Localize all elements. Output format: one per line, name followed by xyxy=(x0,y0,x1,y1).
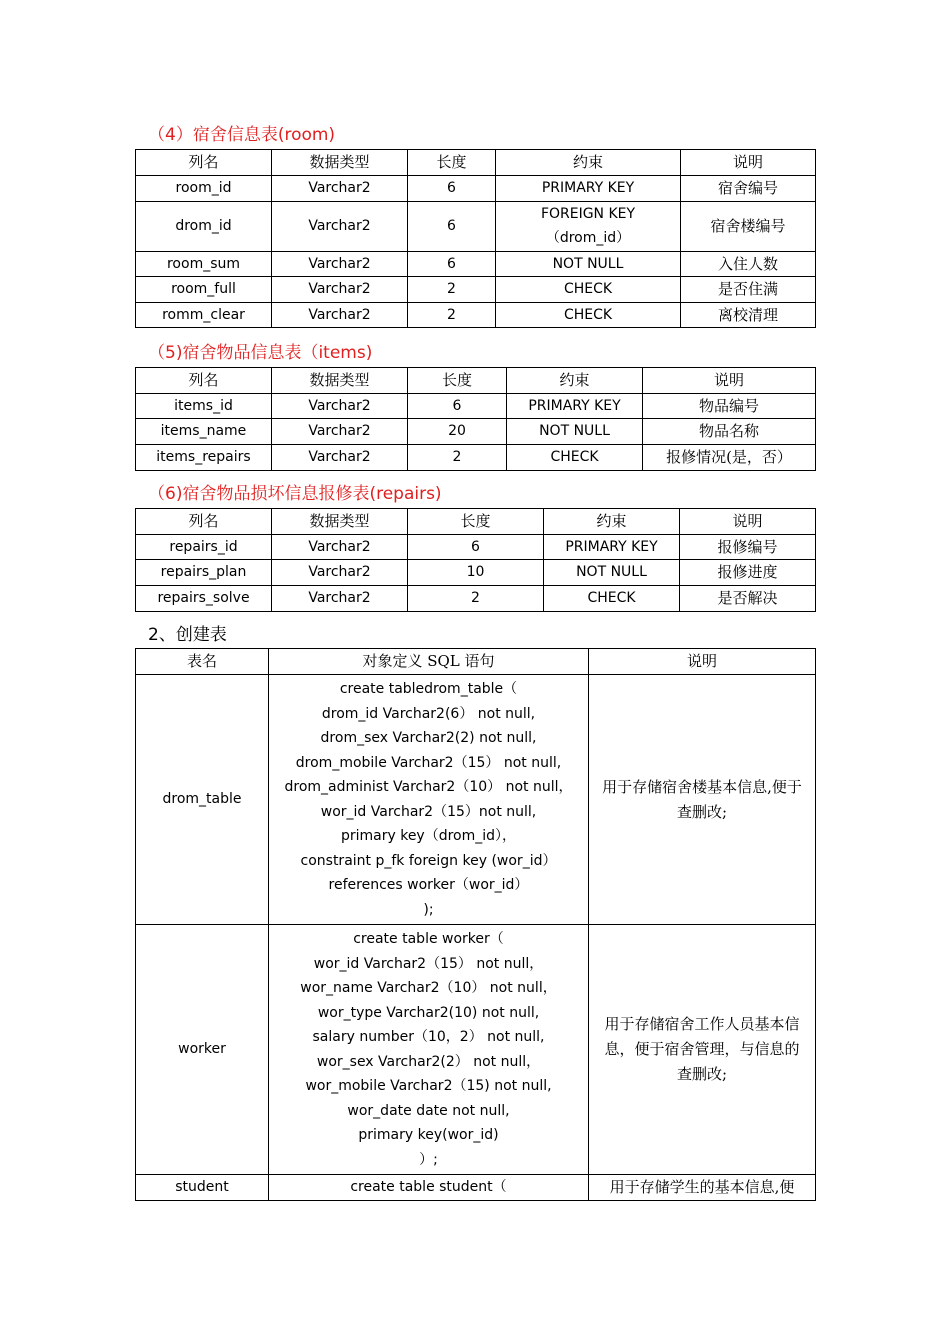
header-cell: 长度 xyxy=(408,150,496,176)
table-cell: 20 xyxy=(408,419,507,445)
table-cell: CHECK xyxy=(507,445,643,471)
table-header-row xyxy=(136,509,816,535)
table-cell: room_id xyxy=(136,175,272,201)
table-cell: 报修情况(是，否） xyxy=(643,445,816,471)
sql-line: wor_sex Varchar2(2） not null， xyxy=(316,1053,541,1070)
table-cell: Varchar2 xyxy=(272,277,408,303)
table-cell: 2 xyxy=(408,277,496,303)
room-table xyxy=(135,149,816,328)
sql-line: drom_mobile Varchar2（15） not null, xyxy=(295,754,562,771)
sql-line: salary number（10，2） not null, xyxy=(312,1029,545,1045)
table-cell: repairs_solve xyxy=(136,586,272,612)
table-row xyxy=(136,302,816,328)
table-cell: items_name xyxy=(136,419,272,445)
table-name-cell: worker xyxy=(136,925,269,1175)
sql-line: primary key(wor_id) xyxy=(358,1127,499,1143)
header-cell: 约束 xyxy=(544,509,680,535)
header-cell: 长度 xyxy=(408,509,544,535)
table-cell: repairs_id xyxy=(136,534,272,560)
sql-line: drom_id Varchar2(6） not null, xyxy=(321,705,536,722)
table-cell: PRIMARY KEY xyxy=(507,393,643,419)
table-cell: NOT NULL xyxy=(544,560,680,586)
table-cell: drom_id xyxy=(136,201,272,251)
table-cell: 物品编号 xyxy=(643,393,816,419)
table-cell: Varchar2 xyxy=(272,251,408,277)
table-cell: CHECK xyxy=(496,302,681,328)
table-row xyxy=(136,201,816,251)
table-cell: 报修进度 xyxy=(680,560,816,586)
sql-line: wor_date date not null, xyxy=(347,1102,510,1119)
sql-line: primary key（drom_id）， xyxy=(340,828,517,844)
table-row xyxy=(136,586,816,612)
table-cell: romm_clear xyxy=(136,302,272,328)
header-cell: 列名 xyxy=(136,150,272,176)
description-cell: 用于存储学生的基本信息,便 xyxy=(589,1175,816,1201)
sql-line: create table student（ xyxy=(350,1179,507,1196)
sql-line: drom_sex Varchar2(2) not null, xyxy=(320,730,537,746)
table-cell: Varchar2 xyxy=(272,175,408,201)
table-name-cell: student xyxy=(136,1175,269,1201)
header-cell: 列名 xyxy=(136,368,272,394)
header-cell: 数据类型 xyxy=(272,509,408,535)
sql-line: create table worker（ xyxy=(353,931,504,947)
table-header-row xyxy=(136,649,816,675)
table-cell: items_repairs xyxy=(136,445,272,471)
table-row xyxy=(136,534,816,560)
sql-line: wor_name Varchar2（10） not null， xyxy=(300,980,557,996)
table-cell: Varchar2 xyxy=(272,560,408,586)
items-table xyxy=(135,367,816,471)
table-cell: FOREIGN KEY（drom_id） xyxy=(496,201,681,251)
sql-line: wor_id Varchar2（15） not null， xyxy=(313,955,544,972)
table-cell: 6 xyxy=(408,534,544,560)
section-items-title: （5)宿舍物品信息表（items) xyxy=(148,343,373,363)
table-row xyxy=(136,925,816,1175)
table-row xyxy=(136,675,816,925)
table-name-cell: drom_table xyxy=(136,675,269,925)
sql-line: wor_type Varchar2(10) not null, xyxy=(317,1004,540,1021)
sql-line: wor_mobile Varchar2（15) not null, xyxy=(305,1078,552,1094)
table-cell: Varchar2 xyxy=(272,586,408,612)
header-cell: 说明 xyxy=(589,649,816,675)
table-row xyxy=(136,251,816,277)
table-row xyxy=(136,1175,816,1201)
header-cell: 约束 xyxy=(496,150,681,176)
table-cell: 6 xyxy=(408,201,496,251)
section-create-title: 2、创建表 xyxy=(148,625,227,645)
sql-line: references worker（wor_id） xyxy=(328,877,529,893)
table-header-row xyxy=(136,150,816,176)
header-cell: 数据类型 xyxy=(272,368,408,394)
header-cell: 说明 xyxy=(680,509,816,535)
table-row xyxy=(136,560,816,586)
table-cell: 2 xyxy=(408,302,496,328)
table-cell: 2 xyxy=(408,445,507,471)
table-cell: 宿舍编号 xyxy=(681,175,816,201)
table-cell: 物品名称 xyxy=(643,419,816,445)
sql-line: drom_administ Varchar2（10） not null， xyxy=(284,779,573,795)
section-repairs-title: （6)宿舍物品损坏信息报修表(repairs) xyxy=(148,484,442,504)
table-cell: Varchar2 xyxy=(272,534,408,560)
table-cell: 是否解决 xyxy=(680,586,816,612)
header-cell: 长度 xyxy=(408,368,507,394)
header-cell: 表名 xyxy=(136,649,269,675)
table-row xyxy=(136,419,816,445)
table-row xyxy=(136,277,816,303)
table-cell: NOT NULL xyxy=(496,251,681,277)
table-cell: 6 xyxy=(408,175,496,201)
table-cell: Varchar2 xyxy=(272,302,408,328)
table-cell: 入住人数 xyxy=(681,251,816,277)
table-cell: Varchar2 xyxy=(272,445,408,471)
table-cell: 是否住满 xyxy=(681,277,816,303)
table-cell: 离校清理 xyxy=(681,302,816,328)
table-cell: room_sum xyxy=(136,251,272,277)
table-cell: 宿舍楼编号 xyxy=(681,201,816,251)
table-cell: items_id xyxy=(136,393,272,419)
table-cell: 报修编号 xyxy=(680,534,816,560)
description-cell: 用于存储宿舍楼基本信息,便于查删改; xyxy=(589,675,816,925)
table-cell: CHECK xyxy=(544,586,680,612)
table-cell: 2 xyxy=(408,586,544,612)
sql-line: constraint p_fk foreign key (wor_id） xyxy=(300,852,557,869)
repairs-table xyxy=(135,508,816,612)
table-row xyxy=(136,393,816,419)
header-cell: 约束 xyxy=(507,368,643,394)
table-cell: 10 xyxy=(408,560,544,586)
sql-cell xyxy=(269,675,589,925)
table-cell: PRIMARY KEY xyxy=(496,175,681,201)
table-cell: 6 xyxy=(408,251,496,277)
sql-line: ）; xyxy=(419,1151,438,1168)
table-row xyxy=(136,445,816,471)
table-cell: Varchar2 xyxy=(272,419,408,445)
table-header-row xyxy=(136,368,816,394)
header-cell: 说明 xyxy=(643,368,816,394)
description-cell: 用于存储宿舍工作人员基本信息，便于宿舍管理，与信息的查删改; xyxy=(589,925,816,1175)
table-cell: NOT NULL xyxy=(507,419,643,445)
header-cell: 对象定义 SQL 语句 xyxy=(269,649,589,675)
sql-cell xyxy=(269,925,589,1175)
table-cell: CHECK xyxy=(496,277,681,303)
header-cell: 数据类型 xyxy=(272,150,408,176)
create-table xyxy=(135,648,816,1201)
sql-line: ); xyxy=(423,901,434,918)
header-cell: 列名 xyxy=(136,509,272,535)
header-cell: 说明 xyxy=(681,150,816,176)
sql-cell xyxy=(269,1175,589,1201)
sql-line: create tabledrom_table（ xyxy=(339,681,518,697)
table-row xyxy=(136,175,816,201)
table-cell: PRIMARY KEY xyxy=(544,534,680,560)
table-cell: repairs_plan xyxy=(136,560,272,586)
table-cell: 6 xyxy=(408,393,507,419)
table-cell: Varchar2 xyxy=(272,393,408,419)
section-room-title: （4）宿舍信息表(room) xyxy=(148,125,336,145)
table-cell: room_full xyxy=(136,277,272,303)
sql-line: wor_id Varchar2（15）not null, xyxy=(320,803,537,820)
table-cell: Varchar2 xyxy=(272,201,408,251)
